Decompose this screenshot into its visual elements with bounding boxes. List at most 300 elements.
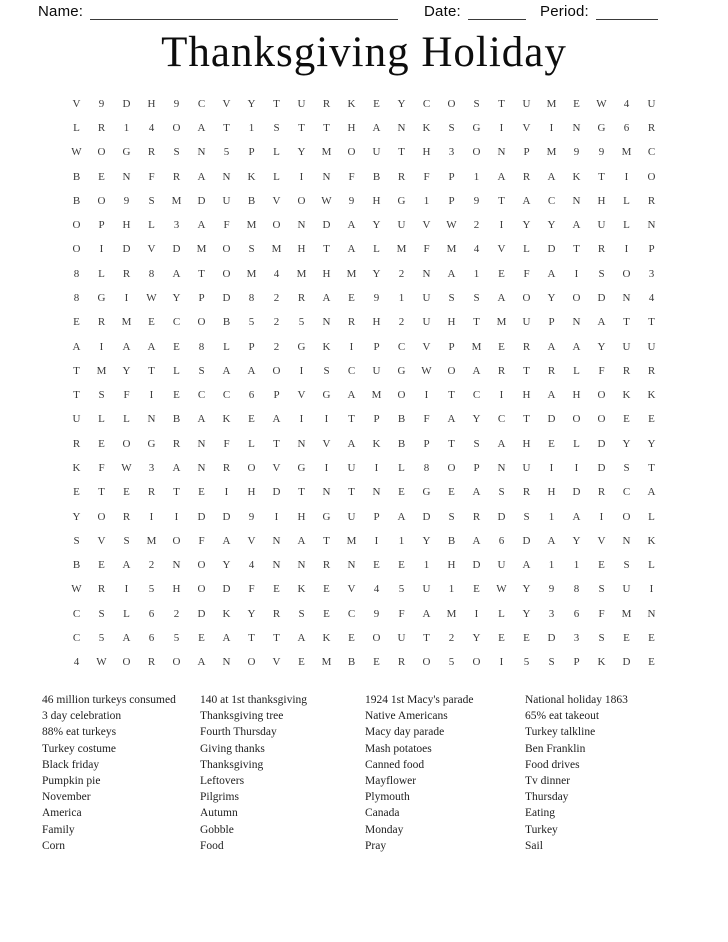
word-list-column bbox=[525, 692, 690, 854]
grid-letter: Y bbox=[397, 97, 406, 110]
grid-letter: 8 bbox=[248, 291, 255, 304]
grid-letter: 9 bbox=[473, 194, 480, 207]
grid-letter: 1 bbox=[398, 291, 405, 304]
grid-letter: M bbox=[371, 389, 382, 402]
grid-letter: I bbox=[224, 486, 229, 499]
grid-letter: U bbox=[372, 146, 381, 159]
grid-letter: I bbox=[474, 607, 479, 620]
grid-letter: N bbox=[497, 146, 506, 159]
grid-letter: D bbox=[222, 583, 231, 596]
grid-letter: 2 bbox=[448, 632, 455, 645]
grid-letter: E bbox=[198, 486, 205, 499]
grid-letter: P bbox=[648, 243, 655, 256]
word-list-item: Tv dinner bbox=[525, 775, 571, 788]
grid-letter: 6 bbox=[248, 389, 255, 402]
word-list-item: 3 day celebration bbox=[42, 710, 122, 723]
word-search-grid bbox=[64, 92, 664, 675]
grid-letter: D bbox=[197, 510, 206, 523]
word-list-item: Gobble bbox=[200, 823, 234, 836]
grid-letter: N bbox=[322, 486, 331, 499]
grid-letter: 3 bbox=[173, 219, 180, 232]
grid-letter: H bbox=[247, 486, 256, 499]
grid-letter: A bbox=[347, 389, 356, 402]
grid-letter: R bbox=[597, 243, 606, 256]
word-list-item: 88% eat turkeys bbox=[42, 726, 117, 739]
grid-letter: Y bbox=[547, 219, 556, 232]
grid-letter: U bbox=[522, 97, 531, 110]
grid-letter: L bbox=[173, 364, 180, 377]
grid-letter: A bbox=[347, 437, 356, 450]
grid-letter: 5 bbox=[248, 316, 255, 329]
grid-letter: 5 bbox=[448, 656, 455, 669]
grid-letter: N bbox=[197, 437, 206, 450]
grid-letter: L bbox=[73, 121, 80, 134]
grid-letter: S bbox=[298, 607, 305, 620]
grid-letter: F bbox=[523, 267, 530, 280]
grid-letter: U bbox=[522, 462, 531, 474]
grid-letter: A bbox=[547, 534, 556, 547]
grid-letter: 1 bbox=[448, 583, 455, 596]
grid-letter: W bbox=[321, 194, 332, 207]
grid-letter: R bbox=[172, 170, 181, 183]
grid-letter: T bbox=[73, 364, 80, 377]
grid-letter: Y bbox=[247, 607, 256, 620]
grid-letter: 5 bbox=[523, 656, 530, 669]
date-label: Date: bbox=[424, 3, 461, 20]
grid-letter: A bbox=[572, 219, 581, 232]
grid-letter: 9 bbox=[373, 607, 380, 620]
puzzle-title: Thanksgiving Holiday bbox=[161, 29, 567, 76]
grid-letter: L bbox=[623, 194, 630, 207]
grid-letter: I bbox=[124, 291, 129, 304]
word-list-item: November bbox=[42, 791, 91, 804]
grid-letter: T bbox=[348, 413, 355, 426]
grid-letter: V bbox=[272, 194, 281, 207]
grid-letter: I bbox=[599, 510, 604, 523]
grid-letter: R bbox=[222, 462, 231, 474]
grid-letter: A bbox=[222, 534, 231, 547]
grid-letter: U bbox=[347, 510, 356, 523]
grid-letter: C bbox=[422, 97, 431, 110]
grid-letter: T bbox=[498, 194, 505, 207]
grid-letter: D bbox=[597, 462, 606, 474]
grid-letter: K bbox=[347, 97, 356, 110]
grid-letter: O bbox=[272, 219, 281, 232]
grid-letter: 5 bbox=[298, 316, 305, 329]
grid-letter: E bbox=[298, 656, 305, 669]
grid-letter: B bbox=[72, 559, 81, 572]
grid-letter: G bbox=[322, 510, 331, 523]
grid-letter: 2 bbox=[273, 291, 280, 304]
grid-letter: A bbox=[197, 219, 206, 232]
grid-letter: M bbox=[146, 534, 157, 547]
grid-letter: E bbox=[648, 413, 655, 426]
grid-letter: S bbox=[248, 243, 255, 256]
grid-letter: T bbox=[273, 97, 280, 110]
grid-letter: I bbox=[99, 340, 104, 353]
grid-letter: N bbox=[322, 316, 331, 329]
grid-letter: O bbox=[472, 146, 481, 159]
grid-letter: R bbox=[522, 170, 531, 183]
grid-letter: B bbox=[172, 413, 181, 426]
grid-letter: E bbox=[473, 583, 480, 596]
grid-letter: Y bbox=[372, 267, 381, 280]
grid-letter: T bbox=[323, 243, 330, 256]
grid-letter: S bbox=[323, 364, 330, 377]
grid-letter: T bbox=[448, 389, 455, 402]
grid-letter: Y bbox=[572, 534, 581, 547]
grid-letter: R bbox=[97, 121, 106, 134]
grid-letter: S bbox=[473, 97, 480, 110]
grid-letter: L bbox=[98, 413, 105, 426]
grid-letter: R bbox=[647, 194, 656, 207]
grid-letter: S bbox=[448, 510, 455, 523]
grid-letter: B bbox=[222, 316, 231, 329]
grid-letter: H bbox=[522, 437, 531, 450]
grid-letter: L bbox=[398, 462, 405, 474]
word-list-item: Plymouth bbox=[365, 791, 410, 804]
word-list-item: Family bbox=[42, 823, 75, 836]
word-list-item: Thanksgiving tree bbox=[200, 710, 284, 723]
grid-letter: S bbox=[598, 583, 605, 596]
grid-letter: E bbox=[273, 583, 280, 596]
word-list-item: Fourth Thursday bbox=[200, 726, 277, 739]
grid-letter: R bbox=[647, 121, 656, 134]
word-list-item: Pumpkin pie bbox=[42, 775, 101, 788]
grid-letter: 6 bbox=[148, 607, 155, 620]
grid-letter: H bbox=[547, 486, 556, 499]
grid-letter: 6 bbox=[498, 534, 505, 547]
grid-letter: S bbox=[448, 291, 455, 304]
grid-letter: P bbox=[448, 170, 455, 183]
grid-letter: E bbox=[173, 340, 180, 353]
grid-letter: A bbox=[522, 559, 531, 572]
grid-letter: P bbox=[448, 340, 455, 353]
grid-letter: S bbox=[198, 364, 205, 377]
grid-letter: E bbox=[348, 291, 355, 304]
grid-letter: C bbox=[72, 607, 81, 620]
grid-letter: B bbox=[72, 194, 81, 207]
grid-letter: B bbox=[372, 170, 381, 183]
grid-letter: H bbox=[122, 219, 131, 232]
word-list-item: Canned food bbox=[365, 758, 425, 771]
grid-letter: L bbox=[273, 146, 280, 159]
grid-letter: N bbox=[172, 559, 181, 572]
grid-letter: D bbox=[172, 243, 181, 256]
grid-letter: M bbox=[621, 146, 632, 159]
grid-letter: Y bbox=[522, 219, 531, 232]
grid-letter: C bbox=[347, 364, 356, 377]
grid-letter: R bbox=[147, 656, 156, 669]
grid-letter: W bbox=[496, 583, 507, 596]
grid-letter: 2 bbox=[273, 316, 280, 329]
grid-letter: F bbox=[423, 413, 430, 426]
grid-letter: M bbox=[246, 267, 257, 280]
grid-letter: K bbox=[597, 656, 606, 669]
grid-letter: Y bbox=[72, 510, 81, 523]
name-field-group bbox=[38, 3, 398, 20]
grid-letter: 2 bbox=[398, 267, 405, 280]
grid-letter: 5 bbox=[148, 583, 155, 596]
grid-letter: Y bbox=[122, 364, 131, 377]
grid-letter: 1 bbox=[473, 267, 480, 280]
grid-letter: O bbox=[97, 146, 106, 159]
grid-letter: H bbox=[172, 583, 181, 596]
grid-letter: D bbox=[197, 194, 206, 207]
grid-letter: S bbox=[98, 607, 105, 620]
grid-letter: O bbox=[447, 364, 456, 377]
grid-letter: 8 bbox=[198, 340, 205, 353]
grid-letter: A bbox=[72, 340, 81, 353]
grid-letter: G bbox=[122, 146, 131, 159]
grid-letter: V bbox=[297, 389, 306, 402]
name-blank-line bbox=[90, 4, 398, 20]
grid-letter: E bbox=[123, 486, 130, 499]
grid-letter: O bbox=[447, 462, 456, 474]
grid-letter: D bbox=[122, 97, 131, 110]
grid-letter: D bbox=[197, 607, 206, 620]
grid-letter: V bbox=[347, 583, 356, 596]
grid-letter: E bbox=[398, 559, 405, 572]
grid-letter: T bbox=[273, 632, 280, 645]
grid-letter: E bbox=[648, 656, 655, 669]
grid-letter: I bbox=[174, 510, 179, 523]
word-list-item: Turkey bbox=[525, 823, 558, 836]
grid-letter: U bbox=[422, 316, 431, 329]
grid-letter: 1 bbox=[573, 559, 580, 572]
grid-letter: H bbox=[297, 510, 306, 523]
grid-letter: K bbox=[297, 583, 306, 596]
word-list-column bbox=[42, 692, 197, 854]
grid-letter: O bbox=[172, 121, 181, 134]
grid-letter: T bbox=[473, 316, 480, 329]
grid-letter: V bbox=[497, 243, 506, 256]
grid-letter: N bbox=[572, 316, 581, 329]
grid-letter: N bbox=[147, 413, 156, 426]
grid-letter: S bbox=[473, 437, 480, 450]
word-list-item: Mayflower bbox=[365, 775, 417, 788]
grid-letter: O bbox=[622, 510, 631, 523]
grid-letter: H bbox=[422, 146, 431, 159]
grid-letter: S bbox=[598, 632, 605, 645]
grid-letter: T bbox=[573, 243, 580, 256]
grid-letter: W bbox=[121, 462, 132, 474]
grid-letter: Y bbox=[597, 340, 606, 353]
grid-letter: I bbox=[374, 462, 379, 474]
grid-letter: I bbox=[99, 243, 104, 256]
grid-letter: S bbox=[273, 121, 280, 134]
grid-letter: D bbox=[322, 219, 331, 232]
word-list-item: Pray bbox=[365, 839, 387, 852]
grid-letter: E bbox=[623, 413, 630, 426]
grid-letter: W bbox=[96, 656, 107, 669]
grid-letter: E bbox=[498, 267, 505, 280]
grid-letter: E bbox=[323, 607, 330, 620]
grid-letter: 1 bbox=[548, 510, 555, 523]
grid-letter: S bbox=[123, 534, 130, 547]
grid-letter: A bbox=[272, 413, 281, 426]
grid-letter: E bbox=[98, 437, 105, 450]
grid-letter: K bbox=[222, 413, 231, 426]
grid-letter: I bbox=[299, 364, 304, 377]
grid-letter: A bbox=[572, 340, 581, 353]
grid-letter: F bbox=[398, 607, 405, 620]
grid-letter: O bbox=[247, 462, 256, 474]
word-lists bbox=[0, 692, 728, 867]
word-list-item: National holiday 1863 bbox=[525, 694, 628, 706]
grid-letter: H bbox=[597, 194, 606, 207]
word-list-item: Macy day parade bbox=[365, 726, 445, 739]
grid-letter: U bbox=[222, 194, 231, 207]
grid-letter: H bbox=[447, 316, 456, 329]
grid-letter: L bbox=[98, 267, 105, 280]
grid-letter: U bbox=[647, 97, 656, 110]
grid-letter: D bbox=[597, 437, 606, 450]
grid-letter: N bbox=[197, 146, 206, 159]
grid-letter: G bbox=[397, 194, 406, 207]
grid-letter: E bbox=[448, 486, 455, 499]
grid-letter: R bbox=[97, 316, 106, 329]
grid-letter: K bbox=[647, 389, 656, 402]
grid-letter: F bbox=[248, 583, 255, 596]
grid-letter: B bbox=[72, 170, 81, 183]
grid-letter: A bbox=[172, 462, 181, 474]
grid-letter: O bbox=[422, 656, 431, 669]
grid-letter: O bbox=[72, 219, 81, 232]
grid-letter: M bbox=[321, 146, 332, 159]
grid-letter: T bbox=[523, 364, 530, 377]
grid-letter: W bbox=[71, 146, 82, 159]
grid-letter: Y bbox=[547, 291, 556, 304]
grid-letter: 3 bbox=[148, 462, 155, 474]
grid-letter: A bbox=[522, 194, 531, 207]
grid-letter: 4 bbox=[473, 243, 480, 256]
grid-letter: O bbox=[372, 632, 381, 645]
grid-letter: A bbox=[447, 413, 456, 426]
grid-letter: V bbox=[422, 219, 431, 232]
grid-letter: O bbox=[297, 194, 306, 207]
grid-letter: 9 bbox=[173, 97, 180, 110]
grid-letter: R bbox=[647, 364, 656, 377]
grid-letter: N bbox=[372, 486, 381, 499]
grid-letter: D bbox=[472, 559, 481, 572]
name-label: Name: bbox=[38, 3, 84, 20]
grid-letter: M bbox=[271, 243, 282, 256]
grid-letter: B bbox=[447, 534, 456, 547]
grid-letter: K bbox=[322, 632, 331, 645]
grid-letter: I bbox=[149, 510, 154, 523]
grid-letter: 9 bbox=[248, 510, 255, 523]
grid-letter: H bbox=[572, 389, 581, 402]
grid-letter: M bbox=[546, 146, 557, 159]
grid-letter: H bbox=[447, 559, 456, 572]
grid-letter: H bbox=[522, 389, 531, 402]
grid-letter: P bbox=[248, 146, 255, 159]
grid-letter: Y bbox=[622, 437, 631, 450]
grid-letter: A bbox=[122, 559, 131, 572]
grid-letter: T bbox=[523, 413, 530, 426]
word-list-column bbox=[200, 692, 360, 854]
grid-letter: O bbox=[222, 267, 231, 280]
grid-letter: I bbox=[499, 656, 504, 669]
grid-letter: U bbox=[522, 316, 531, 329]
grid-letter: G bbox=[297, 462, 306, 474]
grid-letter: K bbox=[322, 340, 331, 353]
grid-letter: T bbox=[398, 146, 405, 159]
grid-letter: P bbox=[448, 194, 455, 207]
grid-letter: O bbox=[447, 97, 456, 110]
grid-letter: A bbox=[197, 170, 206, 183]
grid-letter: T bbox=[323, 534, 330, 547]
grid-letter: T bbox=[348, 486, 355, 499]
grid-letter: O bbox=[622, 267, 631, 280]
grid-letter: M bbox=[396, 243, 407, 256]
word-list-item: America bbox=[42, 807, 82, 820]
grid-letter: M bbox=[346, 267, 357, 280]
grid-letter: T bbox=[623, 316, 630, 329]
grid-letter: V bbox=[147, 243, 156, 256]
grid-letter: H bbox=[322, 267, 331, 280]
grid-letter: A bbox=[147, 340, 156, 353]
grid-letter: D bbox=[572, 486, 581, 499]
grid-letter: I bbox=[299, 170, 304, 183]
word-list-item: Giving thanks bbox=[200, 742, 265, 755]
grid-letter: B bbox=[397, 413, 406, 426]
grid-letter: P bbox=[98, 219, 105, 232]
grid-letter: U bbox=[597, 219, 606, 232]
grid-letter: N bbox=[222, 170, 231, 183]
grid-letter: E bbox=[373, 559, 380, 572]
grid-letter: Y bbox=[472, 413, 481, 426]
grid-letter: P bbox=[523, 146, 530, 159]
grid-letter: U bbox=[72, 413, 81, 426]
grid-letter: G bbox=[147, 437, 156, 450]
grid-letter: 8 bbox=[573, 583, 580, 596]
grid-letter: F bbox=[598, 364, 605, 377]
grid-letter: F bbox=[348, 170, 355, 183]
grid-letter: D bbox=[547, 413, 556, 426]
grid-letter: H bbox=[372, 316, 381, 329]
grid-letter: 1 bbox=[248, 121, 255, 134]
grid-letter: D bbox=[272, 486, 281, 499]
grid-letter: O bbox=[347, 146, 356, 159]
grid-letter: K bbox=[247, 170, 256, 183]
grid-letter: T bbox=[98, 486, 105, 499]
grid-letter: M bbox=[196, 243, 207, 256]
grid-letter: T bbox=[73, 389, 80, 402]
grid-letter: G bbox=[397, 364, 406, 377]
grid-letter: F bbox=[223, 219, 230, 232]
grid-letter: S bbox=[173, 146, 180, 159]
grid-letter: Y bbox=[647, 437, 656, 450]
grid-letter: Y bbox=[247, 97, 256, 110]
grid-letter: F bbox=[423, 243, 430, 256]
grid-letter: M bbox=[546, 97, 557, 110]
grid-letter: V bbox=[272, 462, 281, 474]
grid-letter: O bbox=[197, 583, 206, 596]
word-list-item: Turkey talkline bbox=[525, 726, 596, 739]
grid-letter: A bbox=[172, 267, 181, 280]
word-list-item: 65% eat takeout bbox=[525, 710, 600, 723]
grid-letter: V bbox=[247, 534, 256, 547]
grid-letter: 2 bbox=[148, 559, 155, 572]
grid-letter: E bbox=[623, 632, 630, 645]
grid-letter: E bbox=[173, 389, 180, 402]
grid-letter: 6 bbox=[573, 607, 580, 620]
grid-letter: O bbox=[272, 364, 281, 377]
period-blank-line bbox=[596, 4, 658, 20]
grid-letter: U bbox=[397, 219, 406, 232]
